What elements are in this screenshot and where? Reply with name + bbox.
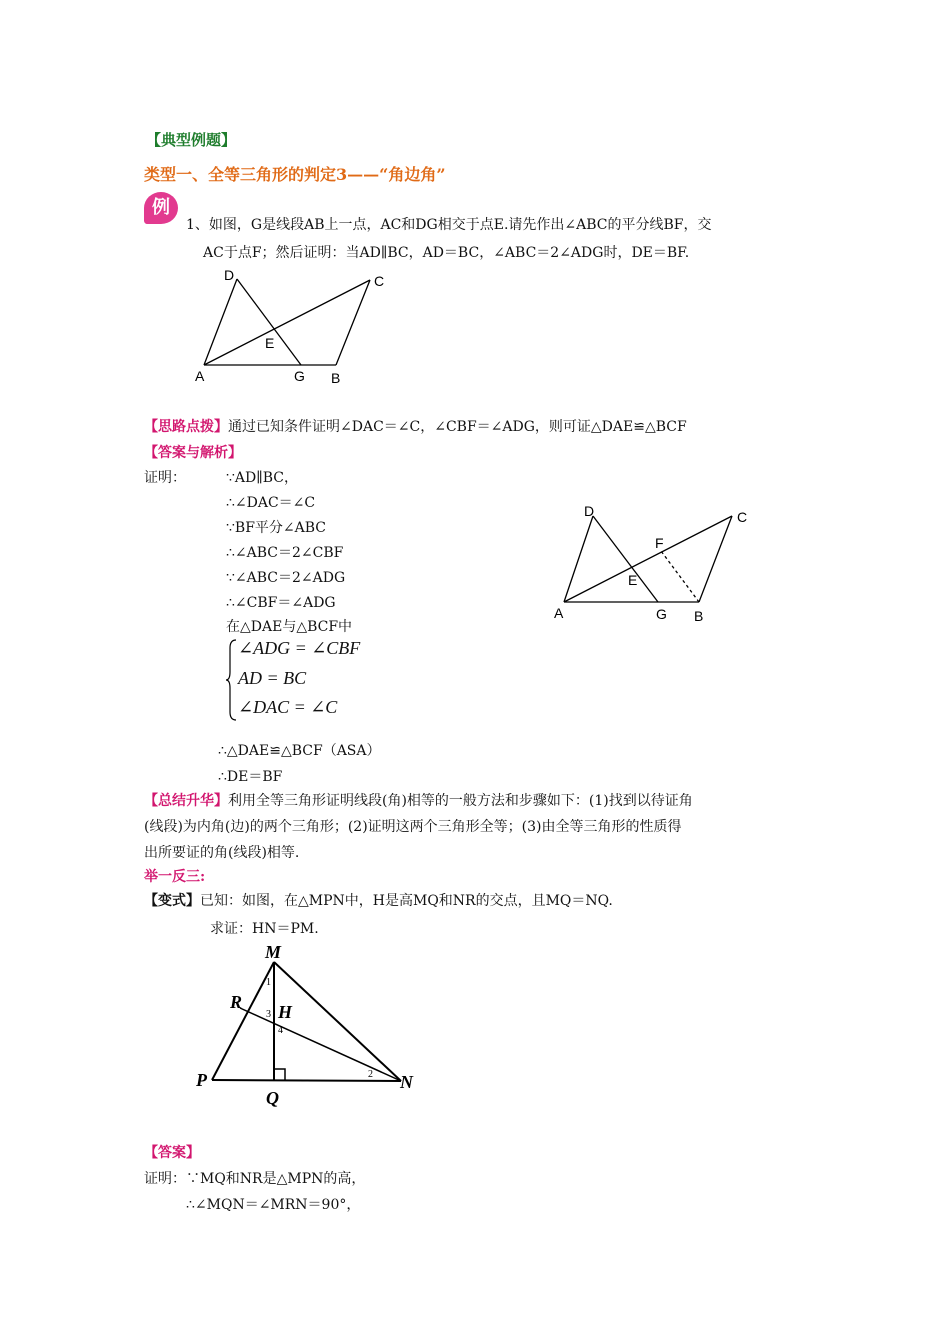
figure-2-diagram	[548, 498, 760, 628]
label-m: M	[265, 942, 282, 962]
label-a: A	[554, 605, 564, 621]
segment-cb	[699, 516, 732, 602]
right-angle-mark	[274, 1069, 285, 1080]
summary-line-3: 出所要证的角(线段)相等.	[144, 845, 300, 861]
proof-conclusion-2: ∴DE＝BF	[218, 769, 283, 785]
angle-label-3: 3	[266, 1009, 271, 1020]
label-g: G	[294, 368, 305, 384]
summary-line-1: 【总结升华】利用全等三角形证明线段(角)相等的一般方法和步骤如下：(1)找到以待证角	[144, 793, 693, 809]
left-brace	[224, 638, 238, 722]
proof-step: ∵AD∥BC，	[226, 470, 298, 486]
summary-tag: 【总结升华】	[144, 793, 228, 809]
hint-tag: 【思路点拨】	[144, 419, 228, 435]
segment-pn	[212, 1080, 401, 1081]
label-d: D	[584, 503, 595, 519]
proof-step: ∴∠CBF＝∠ADG	[226, 595, 336, 611]
label-g: G	[656, 606, 667, 622]
system-equation-2: AD = BC	[238, 668, 307, 688]
angle-label-2: 2	[368, 1069, 373, 1080]
summary-line-2: (线段)为内角(边)的两个三角形；(2)证明这两个三角形全等；(3)由全等三角形的性质得	[144, 819, 682, 835]
type-heading: 类型一、全等三角形的判定3——“角边角”	[144, 165, 446, 184]
segment-ac	[204, 280, 370, 365]
label-r: R	[230, 992, 243, 1012]
proof-step: ∵BF平分∠ABC	[226, 520, 327, 536]
problem-line-2: AC于点F；然后证明：当AD∥BC，AD＝BC，∠ABC＝2∠ADG时，DE＝BF.	[203, 245, 690, 261]
segment-ad	[204, 279, 237, 365]
proof-step: ∴∠DAC＝∠C	[226, 495, 316, 511]
angle-label-1: 1	[266, 977, 271, 988]
hint-text: 通过已知条件证明∠DAC＝∠C，∠CBF＝∠ADG，则可证△DAE≌△BCF	[228, 419, 687, 435]
segment-dg	[237, 279, 301, 365]
answer-tag: 【答案】	[144, 1145, 200, 1161]
example-badge: 例	[144, 192, 178, 224]
proof-conclusion-1: ∴△DAE≌△BCF（ASA）	[218, 743, 381, 759]
label-q: Q	[266, 1088, 279, 1108]
proof-label: 证明：	[144, 470, 186, 486]
proof-step: ∵∠ABC＝2∠ADG	[226, 570, 346, 586]
system-equation-1: ∠ADG = ∠CBF	[238, 638, 361, 658]
figure-3-diagram	[190, 938, 426, 1114]
segment-bf-dashed	[661, 551, 699, 602]
label-e: E	[628, 572, 638, 588]
label-p: P	[196, 1070, 207, 1090]
label-b: B	[331, 370, 341, 386]
section-header: 【典型例题】	[146, 131, 237, 149]
segment-cb	[336, 280, 370, 365]
segment-mp	[212, 962, 274, 1080]
label-f: F	[655, 535, 664, 551]
label-c: C	[737, 509, 748, 525]
variant-line: 【变式】已知：如图，在△MPN中，H是高MQ和NR的交点，且MQ＝NQ.	[144, 893, 613, 909]
angle-label-4: 4	[278, 1025, 283, 1036]
label-h: H	[278, 1002, 293, 1022]
answer-line-2: ∴∠MQN＝∠MRN＝90°，	[186, 1197, 361, 1213]
label-n: N	[400, 1072, 413, 1092]
segment-mn	[274, 962, 401, 1081]
proof-step: ∴∠ABC＝2∠CBF	[226, 545, 344, 561]
label-c: C	[374, 273, 385, 289]
system-equation-3: ∠DAC = ∠C	[238, 697, 338, 717]
figure-1-diagram	[190, 264, 400, 390]
proof-step: 在△DAE与△BCF中	[226, 619, 353, 635]
label-b: B	[694, 608, 704, 624]
variant-tag: 【变式】	[144, 893, 200, 909]
answer-line-1: 证明：∵MQ和NR是△MPN的高，	[144, 1171, 366, 1187]
hint	[144, 416, 687, 436]
label-d: D	[224, 267, 235, 283]
practice-heading: 举一反三:	[144, 869, 206, 885]
altitude-nr	[240, 1008, 401, 1081]
label-e: E	[265, 335, 275, 351]
solution-tag: 【答案与解析】	[144, 445, 242, 461]
problem-line-1: 1、如图，G是线段AB上一点，AC和DG相交于点E.请先作出∠ABC的平分线BF，交	[186, 217, 712, 233]
variant-prove: 求证：HN＝PM.	[210, 921, 319, 937]
label-a: A	[195, 368, 205, 384]
